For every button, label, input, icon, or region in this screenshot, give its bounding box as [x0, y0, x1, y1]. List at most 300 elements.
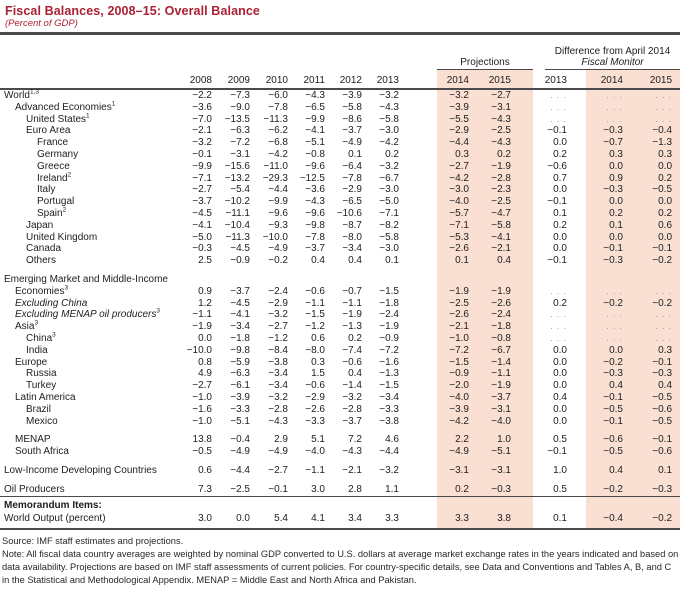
- value-cell: −3.2: [379, 90, 399, 101]
- spacer-cell: [399, 243, 437, 255]
- value-cell: −1.9: [437, 286, 485, 298]
- table-row: [0, 255, 680, 267]
- value-cell: −1.3: [342, 321, 362, 333]
- value-cell: 0.6: [198, 464, 212, 476]
- value-cell: 0.9: [198, 285, 212, 297]
- spacer-cell: [399, 392, 437, 404]
- value-cell: −9.8: [305, 219, 325, 231]
- spacer-cell: [399, 274, 437, 286]
- value-cell: −5.1: [305, 137, 325, 149]
- difference-col-2014: 2014: [586, 70, 633, 89]
- value-cell: . . .: [633, 114, 680, 126]
- value-cell: −8.0: [305, 344, 325, 356]
- value-cell: 0.0: [553, 231, 567, 243]
- value-cell: 5.4: [250, 513, 288, 529]
- value-cell: [325, 458, 362, 465]
- value-cell: −0.1: [547, 196, 567, 208]
- value-cell: 0.2: [633, 173, 680, 185]
- section-gap-row: [0, 458, 680, 465]
- value-cell: −2.8: [268, 403, 288, 415]
- row-label: India: [26, 344, 48, 356]
- table-row: [0, 286, 680, 298]
- value-cell: −4.1: [485, 232, 533, 244]
- table-row: [0, 357, 680, 369]
- value-cell: 0.2: [553, 297, 567, 309]
- table-title: Fiscal Balances, 2008–15: Overall Balance: [5, 4, 260, 18]
- row-label: Canada: [26, 243, 62, 255]
- value-cell: −7.1: [379, 207, 399, 219]
- spacer-cell: [399, 149, 437, 161]
- value-cell: −0.6: [305, 285, 325, 297]
- value-cell: −0.5: [633, 392, 680, 404]
- table-row: [0, 465, 680, 477]
- value-cell: −7.2: [379, 344, 399, 356]
- value-cell: 0.0: [586, 345, 633, 357]
- spacer-cell: [399, 232, 437, 244]
- table-row: [0, 309, 680, 321]
- value-cell: −7.1: [192, 172, 212, 184]
- value-cell: −0.4: [586, 513, 633, 529]
- spacer-cell: [399, 208, 437, 220]
- row-label: [0, 427, 172, 434]
- value-cell: −4.3: [342, 446, 362, 458]
- value-cell: [362, 427, 399, 434]
- value-cell: −4.0: [485, 416, 533, 428]
- value-cell: −4.3: [485, 114, 533, 126]
- difference-group-label: [545, 46, 680, 70]
- value-cell: [485, 458, 533, 465]
- value-cell: −4.5: [230, 243, 250, 255]
- value-cell: −5.5: [437, 114, 485, 126]
- value-cell: −4.1: [305, 125, 325, 137]
- value-cell: −9.9: [192, 160, 212, 172]
- value-cell: −1.5: [437, 357, 485, 369]
- spacer-cell: [399, 267, 437, 274]
- row-label: Greece: [37, 160, 70, 172]
- value-cell: [250, 427, 288, 434]
- value-cell: −1.3: [379, 368, 399, 380]
- value-cell: −9.9: [305, 113, 325, 125]
- spacer-cell: [399, 196, 437, 208]
- value-cell: [633, 477, 680, 484]
- value-cell: [485, 267, 533, 274]
- value-cell: 0.6: [311, 332, 325, 344]
- value-cell: . . .: [633, 102, 680, 114]
- value-cell: −2.4: [268, 285, 288, 297]
- table-row: [0, 496, 680, 513]
- value-cell: −2.6: [437, 309, 485, 321]
- value-cell: 0.4: [633, 380, 680, 392]
- year-col-2013: 2013: [362, 70, 399, 89]
- row-label: Latin America: [15, 391, 76, 403]
- projection-col-2014: 2014: [437, 70, 485, 89]
- value-cell: −3.9: [437, 404, 485, 416]
- value-cell: −3.8: [268, 356, 288, 368]
- value-cell: . . .: [586, 321, 633, 333]
- row-label: World Output (percent): [0, 513, 172, 529]
- row-label: Spain$^2$: [37, 206, 67, 219]
- value-cell: −4.4: [437, 137, 485, 149]
- row-label: Economies$^3$: [15, 284, 69, 297]
- value-cell: −2.4: [379, 309, 399, 321]
- value-cell: −2.1: [485, 243, 533, 255]
- value-cell: −3.9: [437, 102, 485, 114]
- value-cell: −1.6: [192, 403, 212, 415]
- value-cell: −2.6: [305, 403, 325, 415]
- value-cell: 0.0: [553, 368, 567, 380]
- value-cell: [325, 477, 362, 484]
- spacer-cell: [399, 446, 437, 458]
- row-label: [0, 477, 172, 484]
- value-cell: −6.4: [342, 160, 362, 172]
- year-col-2011: 2011: [288, 70, 325, 89]
- row-label: World$^{1,3}$: [4, 88, 39, 101]
- spacer-cell: [399, 286, 437, 298]
- row-label: Memorandum Items:: [0, 496, 172, 513]
- year-col-2010: 2010: [250, 70, 288, 89]
- value-cell: 1.1: [385, 483, 399, 495]
- value-cell: [212, 267, 250, 274]
- value-cell: −5.1: [230, 415, 250, 427]
- value-cell: −1.1: [305, 464, 325, 476]
- value-cell: −13.2: [224, 172, 250, 184]
- value-cell: −2.0: [437, 380, 485, 392]
- value-cell: . . .: [550, 309, 567, 320]
- value-cell: −9.6: [268, 207, 288, 219]
- spacer-column: [399, 70, 437, 89]
- value-cell: −1.0: [437, 333, 485, 345]
- value-cell: 3.0: [172, 513, 212, 529]
- value-cell: 0.2: [348, 332, 362, 344]
- spacer-cell: [399, 125, 437, 137]
- value-cell: −0.6: [342, 356, 362, 368]
- value-cell: −0.5: [633, 416, 680, 428]
- value-cell: . . .: [550, 101, 567, 112]
- value-cell: [362, 274, 399, 286]
- value-cell: −0.5: [192, 446, 212, 458]
- value-cell: −0.9: [379, 332, 399, 344]
- value-cell: 0.4: [485, 255, 533, 267]
- value-cell: −6.5: [305, 101, 325, 113]
- spacer-cell: [399, 416, 437, 428]
- value-cell: [172, 496, 212, 513]
- table-row: [0, 274, 680, 286]
- spacer-cell: [399, 102, 437, 114]
- value-cell: −1.0: [192, 391, 212, 403]
- value-cell: −0.3: [633, 484, 680, 496]
- value-cell: −0.6: [586, 434, 633, 446]
- row-label: France: [37, 137, 69, 149]
- value-cell: −0.1: [192, 148, 212, 160]
- value-cell: −3.1: [485, 465, 533, 477]
- value-cell: [212, 458, 250, 465]
- value-cell: −3.0: [379, 125, 399, 137]
- value-cell: 0.2: [633, 208, 680, 220]
- value-cell: [633, 267, 680, 274]
- value-cell: −7.8: [305, 231, 325, 243]
- table-row: [0, 404, 680, 416]
- value-cell: 3.0: [311, 483, 325, 495]
- value-cell: [533, 427, 586, 434]
- value-cell: −2.9: [305, 391, 325, 403]
- spacer-cell: [399, 368, 437, 380]
- table-row: [0, 125, 680, 137]
- value-cell: −8.6: [342, 113, 362, 125]
- value-cell: 0.0: [553, 184, 567, 196]
- value-cell: −1.5: [305, 309, 325, 321]
- section-gap-row: [0, 267, 680, 274]
- value-cell: −4.9: [437, 446, 485, 458]
- spacer-cell: [399, 427, 437, 434]
- row-label: Ireland$^2$: [37, 171, 72, 184]
- value-cell: [288, 477, 325, 484]
- value-cell: 0.3: [586, 149, 633, 161]
- value-cell: 0.0: [553, 137, 567, 149]
- value-cell: −4.1: [192, 219, 212, 231]
- value-cell: 0.4: [348, 368, 362, 380]
- value-cell: −5.1: [485, 446, 533, 458]
- value-cell: −3.6: [305, 184, 325, 196]
- value-cell: [325, 267, 362, 274]
- value-cell: −10.6: [336, 207, 362, 219]
- value-cell: 0.0: [586, 232, 633, 244]
- value-cell: −3.2: [268, 309, 288, 321]
- row-label: Excluding MENAP oil producers$^3$: [15, 308, 160, 321]
- value-cell: [325, 427, 362, 434]
- value-cell: −11.3: [225, 231, 250, 243]
- table-row: [0, 161, 680, 173]
- value-cell: −5.0: [379, 196, 399, 208]
- value-cell: [633, 427, 680, 434]
- row-label: Italy: [37, 184, 56, 196]
- value-cell: −3.7: [342, 415, 362, 427]
- spacer-cell: [399, 513, 437, 529]
- row-label: Portugal: [37, 196, 75, 208]
- value-cell: 5.1: [311, 434, 325, 446]
- value-cell: −4.3: [268, 415, 288, 427]
- value-cell: −0.3: [586, 255, 633, 267]
- value-cell: −0.9: [230, 255, 250, 267]
- value-cell: −13.5: [224, 113, 250, 125]
- value-cell: −9.3: [268, 219, 288, 231]
- value-cell: [633, 458, 680, 465]
- value-cell: . . .: [550, 321, 567, 332]
- table-row: [0, 416, 680, 428]
- value-cell: −0.6: [547, 160, 567, 172]
- value-cell: −2.7: [485, 89, 533, 102]
- value-cell: −0.8: [485, 333, 533, 345]
- difference-label-line1: Difference from April 2014: [554, 46, 671, 57]
- value-cell: −3.4: [342, 243, 362, 255]
- projections-group: [437, 40, 533, 70]
- value-cell: [586, 267, 633, 274]
- value-cell: −2.7: [192, 380, 212, 392]
- year-header-row: [0, 70, 680, 89]
- value-cell: 0.2: [553, 219, 567, 231]
- value-cell: −5.7: [437, 208, 485, 220]
- value-cell: −3.0: [437, 184, 485, 196]
- value-cell: 1.5: [311, 368, 325, 380]
- table-row: [0, 149, 680, 161]
- value-cell: [437, 267, 485, 274]
- value-cell: 0.4: [348, 255, 362, 267]
- value-cell: −3.2: [379, 464, 399, 476]
- fiscal-balances-table: [0, 40, 680, 530]
- value-cell: −10.2: [224, 196, 250, 208]
- value-cell: . . .: [550, 285, 567, 296]
- value-cell: −4.7: [485, 208, 533, 220]
- value-cell: −3.4: [268, 368, 288, 380]
- table-row: [0, 368, 680, 380]
- value-cell: −6.1: [230, 380, 250, 392]
- row-label: [0, 267, 172, 274]
- value-cell: [362, 477, 399, 484]
- value-cell: [533, 477, 586, 484]
- value-cell: −3.9: [230, 391, 250, 403]
- value-cell: 0.0: [633, 196, 680, 208]
- value-cell: −3.0: [379, 184, 399, 196]
- projection-col-2015: 2015: [485, 70, 533, 89]
- value-cell: −0.3: [633, 368, 680, 380]
- row-label: Japan: [26, 219, 54, 231]
- value-cell: [250, 267, 288, 274]
- value-cell: [586, 274, 633, 286]
- value-cell: [288, 267, 325, 274]
- value-cell: −11.3: [263, 113, 288, 125]
- value-cell: 0.8: [198, 356, 212, 368]
- value-cell: −15.6: [224, 160, 250, 172]
- value-cell: [437, 458, 485, 465]
- value-cell: 3.3: [362, 513, 399, 529]
- value-cell: −4.2: [437, 173, 485, 185]
- value-cell: −1.2: [305, 321, 325, 333]
- value-cell: 0.0: [553, 403, 567, 415]
- value-cell: −6.3: [230, 368, 250, 380]
- value-cell: 0.0: [633, 232, 680, 244]
- value-cell: −0.5: [586, 446, 633, 458]
- value-cell: [250, 496, 288, 513]
- value-cell: −5.3: [437, 232, 485, 244]
- value-cell: −9.6: [305, 207, 325, 219]
- table-row: [0, 446, 680, 458]
- value-cell: −0.2: [268, 255, 288, 267]
- value-cell: [362, 458, 399, 465]
- difference-col-2013: 2013: [533, 70, 586, 89]
- row-label: Mexico: [26, 415, 58, 427]
- value-cell: . . .: [550, 113, 567, 124]
- value-cell: −0.8: [305, 148, 325, 160]
- table-row: [0, 484, 680, 496]
- value-cell: 2.8: [348, 483, 362, 495]
- value-cell: [250, 274, 288, 286]
- spacer-cell: [399, 321, 437, 333]
- value-cell: [250, 477, 288, 484]
- row-label: MENAP: [15, 434, 51, 446]
- value-cell: 0.0: [586, 161, 633, 173]
- table-row: [0, 513, 680, 529]
- value-cell: [485, 274, 533, 286]
- value-cell: . . .: [586, 89, 633, 102]
- value-cell: −9.8: [230, 344, 250, 356]
- value-cell: −0.1: [586, 392, 633, 404]
- value-cell: [362, 267, 399, 274]
- value-cell: 0.2: [586, 208, 633, 220]
- value-cell: −2.7: [192, 184, 212, 196]
- value-cell: −9.0: [230, 101, 250, 113]
- value-cell: [288, 427, 325, 434]
- value-cell: −1.4: [485, 357, 533, 369]
- value-cell: −1.8: [485, 321, 533, 333]
- value-cell: −3.7: [485, 392, 533, 404]
- value-cell: [533, 274, 586, 286]
- value-cell: −1.8: [379, 297, 399, 309]
- spacer-cell: [399, 465, 437, 477]
- table-row: [0, 321, 680, 333]
- value-cell: [437, 274, 485, 286]
- value-cell: . . .: [633, 333, 680, 345]
- table-row: [0, 345, 680, 357]
- value-cell: 13.8: [192, 434, 212, 446]
- value-cell: [533, 458, 586, 465]
- value-cell: −1.9: [485, 286, 533, 298]
- group-header-spacer: [0, 40, 437, 70]
- value-cell: −0.1: [633, 243, 680, 255]
- value-cell: −9.9: [268, 196, 288, 208]
- value-cell: 4.6: [385, 434, 399, 446]
- value-cell: −1.9: [485, 161, 533, 173]
- value-cell: −11.1: [225, 207, 250, 219]
- year-col-2008: 2008: [172, 70, 212, 89]
- table-body: [0, 89, 680, 529]
- value-cell: . . .: [550, 90, 567, 100]
- row-label: [0, 458, 172, 465]
- value-cell: 0.4: [311, 255, 325, 267]
- section-gap-row: [0, 477, 680, 484]
- row-label: Euro Area: [26, 125, 71, 137]
- value-cell: −4.3: [485, 137, 533, 149]
- value-cell: −4.4: [379, 446, 399, 458]
- value-cell: −3.7: [305, 243, 325, 255]
- value-cell: 0.3: [633, 345, 680, 357]
- value-cell: −3.2: [192, 137, 212, 149]
- value-cell: [437, 427, 485, 434]
- value-cell: −5.8: [485, 220, 533, 232]
- value-cell: 0.1: [437, 255, 485, 267]
- table-row: [0, 102, 680, 114]
- value-cell: −0.9: [437, 368, 485, 380]
- table-row: [0, 298, 680, 310]
- row-label: United Kingdom: [26, 231, 98, 243]
- value-cell: [533, 496, 586, 513]
- value-cell: −3.4: [268, 380, 288, 392]
- spacer-cell: [399, 184, 437, 196]
- value-cell: −3.8: [379, 415, 399, 427]
- value-cell: −7.4: [342, 344, 362, 356]
- year-col-2009: 2009: [212, 70, 250, 89]
- value-cell: [586, 477, 633, 484]
- value-cell: −0.3: [586, 368, 633, 380]
- value-cell: 4.1: [288, 513, 325, 529]
- value-cell: −10.0: [186, 344, 212, 356]
- value-cell: . . .: [633, 89, 680, 102]
- value-cell: 0.2: [437, 484, 485, 496]
- table-row: [0, 392, 680, 404]
- value-cell: [288, 274, 325, 286]
- value-cell: −2.8: [342, 403, 362, 415]
- row-label: Germany: [37, 148, 79, 160]
- value-cell: −5.8: [379, 231, 399, 243]
- value-cell: 0.0: [198, 332, 212, 344]
